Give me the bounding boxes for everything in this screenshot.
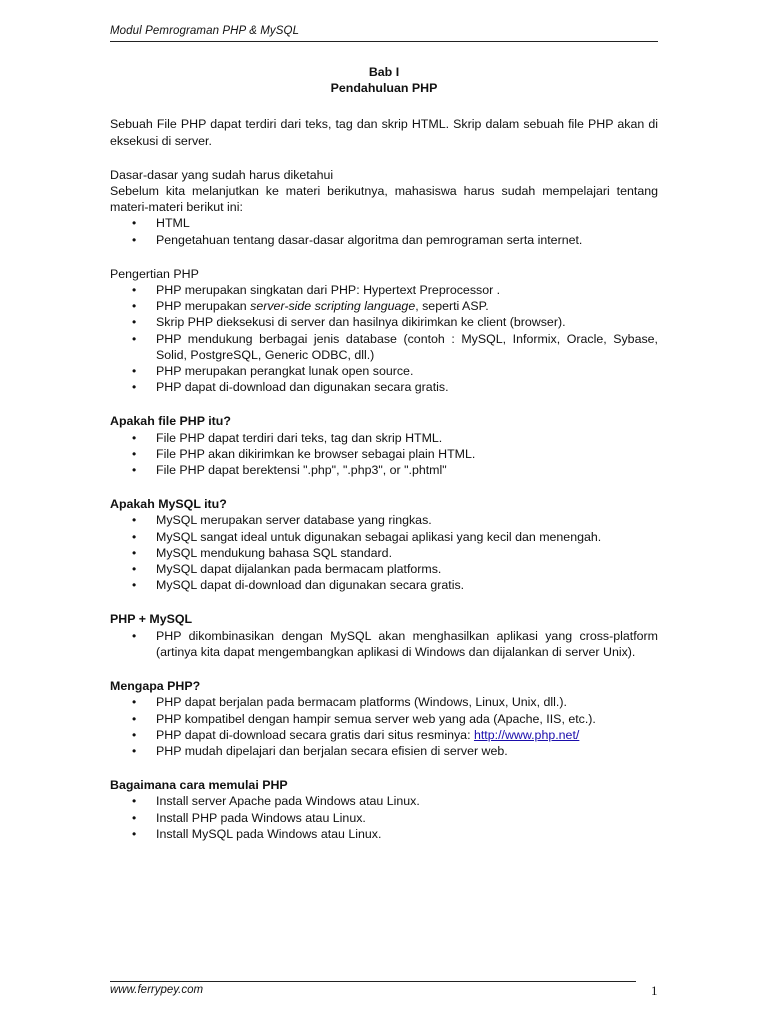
bullet-icon: •: [132, 711, 137, 726]
bullet-icon: •: [132, 364, 137, 379]
list-item: • MySQL dapat dijalankan pada bermacam platforms.: [132, 562, 442, 577]
bullet-icon: •: [132, 463, 137, 478]
bullet-icon: •: [132, 794, 137, 809]
pengertian-list: [110, 282, 658, 395]
apakah-php-list: [110, 430, 658, 479]
section-heading-php-mysql: PHP + MySQL: [110, 612, 193, 627]
list-item: • PHP mudah dipelajari dan berjalan secara efisien di server web.: [132, 743, 508, 758]
section-heading-apakah-mysql: Apakah MySQL itu?: [110, 497, 227, 512]
document-body: [110, 64, 658, 842]
bullet-icon: •: [132, 545, 137, 560]
list-item: • PHP dapat di-download dan digunakan secara gratis.: [132, 380, 449, 395]
list-item: • File PHP akan dikirimkan ke browser sebagai plain HTML.: [132, 446, 476, 461]
bullet-icon: •: [132, 578, 137, 593]
bullet-icon: •: [132, 315, 137, 330]
list-item: • PHP merupakan perangkat lunak open source.: [132, 364, 414, 379]
list-item: • File PHP dapat berektensi ".php", ".php3", or ".phtml": [132, 463, 447, 478]
bullet-icon: •: [132, 232, 137, 247]
footer-divider: [110, 981, 636, 982]
list-item: • MySQL merupakan server database yang ringkas.: [132, 513, 432, 528]
list-item: • MySQL dapat di-download dan digunakan secara gratis.: [132, 578, 465, 593]
bullet-icon: •: [132, 695, 137, 710]
list-item: • PHP dapat berjalan pada bermacam platforms (Windows, Linux, Unix, dll.).: [132, 695, 567, 710]
section-heading-dasar: Dasar-dasar yang sudah harus diketahui: [110, 167, 334, 182]
list-item: • Pengetahuan tentang dasar-dasar algoritma dan pemrograman serta internet.: [132, 232, 583, 247]
list-item: • Skrip PHP dieksekusi di server dan hasilnya dikirimkan ke client (browser).: [132, 315, 566, 330]
php-net-link[interactable]: http://www.php.net/: [473, 727, 580, 742]
running-header: Modul Pemrograman PHP & MySQL: [110, 25, 300, 37]
chapter-number: Bab I: [368, 65, 400, 79]
bullet-icon: •: [132, 283, 137, 298]
bullet-icon: •: [132, 299, 137, 314]
list-item: • HTML: [132, 216, 190, 231]
section-heading-mengapa: Mengapa PHP?: [110, 679, 201, 694]
list-item: • PHP dapat di-download secara gratis dari situs resminya: http://www.php.net/: [132, 727, 580, 742]
list-item: • PHP mendukung berbagai jenis database (contoh : MySQL, Informix, Oracle, Sybase, Solid, PostgreSQL, Generic ODBC, dll.): [132, 331, 658, 362]
list-item: • PHP merupakan singkatan dari PHP: Hypertext Preprocessor .: [132, 283, 501, 298]
bullet-icon: •: [132, 628, 137, 643]
bagaimana-list: [110, 793, 658, 842]
chapter-title: Pendahuluan PHP: [330, 81, 438, 96]
section-heading-pengertian: Pengertian PHP: [110, 266, 199, 281]
mengapa-list: [110, 694, 658, 759]
bullet-icon: •: [132, 562, 137, 577]
list-item: • PHP merupakan server-side scripting language, seperti ASP.: [132, 299, 489, 314]
bullet-icon: •: [132, 331, 137, 346]
dasar-list: [110, 215, 658, 247]
bullet-icon: •: [132, 380, 137, 395]
bullet-icon: •: [132, 727, 137, 742]
bullet-icon: •: [132, 826, 137, 841]
dasar-paragraph: Sebelum kita melanjutkan ke materi berikutnya, mahasiswa harus sudah mempelajari tentang materi-materi berikut ini:: [110, 184, 658, 215]
bullet-icon: •: [132, 513, 137, 528]
bullet-icon: •: [132, 446, 137, 461]
list-item: • MySQL sangat ideal untuk digunakan sebagai aplikasi yang kecil dan menengah.: [132, 529, 602, 544]
section-heading-bagaimana: Bagaimana cara memulai PHP: [110, 778, 288, 793]
footer-site: www.ferrypey.com: [110, 984, 204, 996]
section-heading-apakah-php: Apakah file PHP itu?: [110, 414, 231, 429]
list-item: • MySQL mendukung bahasa SQL standard.: [132, 545, 393, 560]
bullet-icon: •: [132, 743, 137, 758]
bullet-icon: •: [132, 529, 137, 544]
apakah-mysql-list: [110, 512, 658, 593]
list-item: • Install PHP pada Windows atau Linux.: [132, 810, 366, 825]
list-item: • PHP kompatibel dengan hampir semua server web yang ada (Apache, IIS, etc.).: [132, 711, 596, 726]
list-item: • Install MySQL pada Windows atau Linux.: [132, 826, 382, 841]
bullet-icon: •: [132, 216, 137, 231]
page-number: 1: [651, 983, 658, 998]
intro-paragraph: Sebuah File PHP dapat terdiri dari teks, tag dan skrip HTML. Skrip dalam sebuah file PHP akan di eksekusi di server.: [110, 117, 658, 148]
header-divider: [110, 41, 658, 42]
bullet-icon: •: [132, 810, 137, 825]
list-item: • Install server Apache pada Windows atau Linux.: [132, 794, 420, 809]
php-mysql-list: [110, 628, 658, 660]
bullet-icon: •: [132, 430, 137, 445]
list-item: • PHP dikombinasikan dengan MySQL akan menghasilkan aplikasi yang cross-platform (artinya kita dapat mengembangkan aplikasi di Windows dan dijalankan di server Unix).: [132, 628, 658, 659]
list-item: • File PHP dapat terdiri dari teks, tag dan skrip HTML.: [132, 430, 443, 445]
